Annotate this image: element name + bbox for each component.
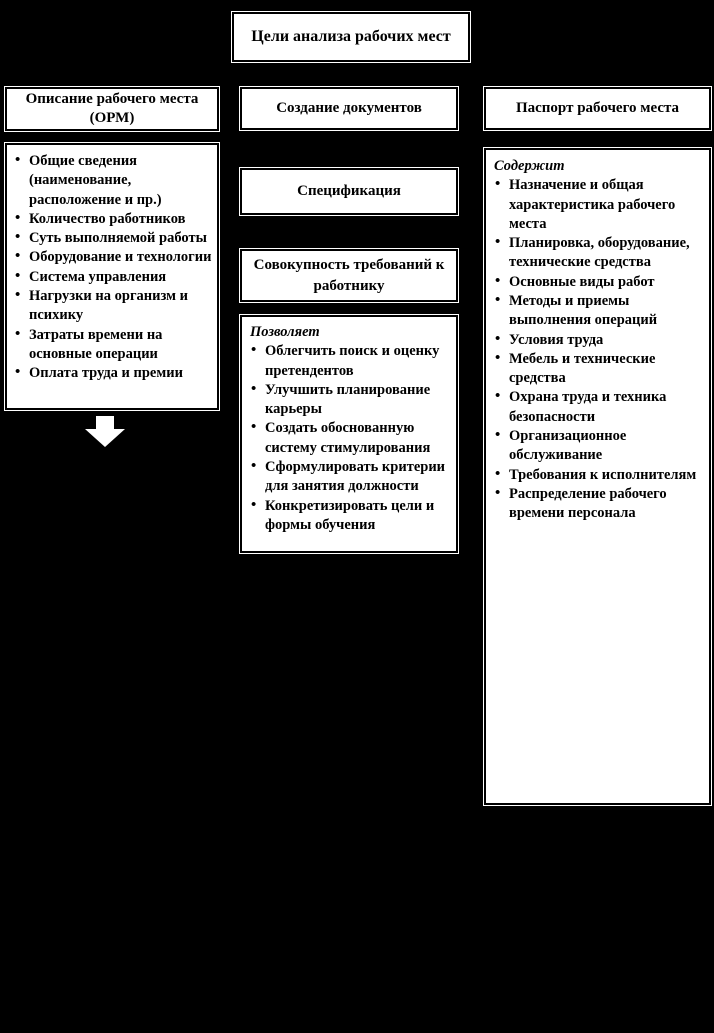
diagram-title-box: [232, 12, 470, 62]
list-item: • Условия труда: [494, 331, 705, 350]
right-column-header-box: [484, 87, 711, 130]
diagram-title: Цели анализа рабочих мест: [251, 28, 451, 45]
requirements-label: Совокупность требований к работнику: [253, 257, 445, 294]
right-column-header: Паспорт рабочего места: [515, 100, 680, 116]
list-item: • Сформулировать критерии для занятия должности: [250, 458, 452, 497]
list-item: • Оплата труда и премии: [14, 364, 212, 383]
middle-column-header: Создание документов: [276, 100, 422, 116]
list-item: • Количество работников: [14, 210, 212, 229]
left-column-header-box: [5, 87, 219, 131]
list-item: • Нагрузки на организм и психику: [14, 287, 212, 326]
list-item: • Облегчить поиск и оценку претендентов: [250, 342, 452, 381]
list-item: • Улучшить планирование карьеры: [250, 381, 452, 420]
list-item: • Суть выполняемой работы: [14, 229, 212, 248]
passport-list: [494, 176, 705, 523]
passport-content-box: [484, 148, 711, 805]
list-item: • Планировка, оборудование, технические средства: [494, 234, 705, 273]
list-item: • Система управления: [14, 268, 212, 287]
list-item: • Конкретизировать цели и формы обучения: [250, 497, 452, 536]
list-item: • Основные виды работ: [494, 273, 705, 292]
list-item: • Охрана труда и техника безопасности: [494, 388, 705, 427]
list-item: • Создать обоснованную систему стимулирования: [250, 419, 452, 458]
list-item: • Затраты времени на основные операции: [14, 326, 212, 365]
allows-label: Позволяет: [250, 324, 320, 340]
specification-box: [240, 168, 458, 215]
list-item: • Назначение и общая характеристика рабочего места: [494, 176, 705, 234]
list-item: • Мебель и технические средства: [494, 350, 705, 389]
middle-column-header-box: [240, 87, 458, 130]
list-item: • Методы и приемы выполнения операций: [494, 292, 705, 331]
specification-label: Спецификация: [297, 183, 401, 199]
list-item: • Оборудование и технологии: [14, 248, 212, 267]
allows-list: [250, 342, 452, 535]
left-column-header: Описание рабочего места (ОРМ): [25, 91, 199, 126]
left-column-content-box: [5, 143, 219, 410]
list-item: • Общие сведения (наименование, расположение и пр.): [14, 152, 212, 210]
contains-label: Содержит: [494, 158, 565, 174]
requirements-box: [240, 249, 458, 302]
list-item: • Распределение рабочего времени персонала: [494, 485, 705, 524]
list-item: • Требования к исполнителям: [494, 466, 705, 485]
down-arrow-icon: [85, 416, 125, 447]
allows-box: [240, 315, 458, 553]
left-column-list: [14, 152, 212, 383]
list-item: • Организационное обслуживание: [494, 427, 705, 466]
